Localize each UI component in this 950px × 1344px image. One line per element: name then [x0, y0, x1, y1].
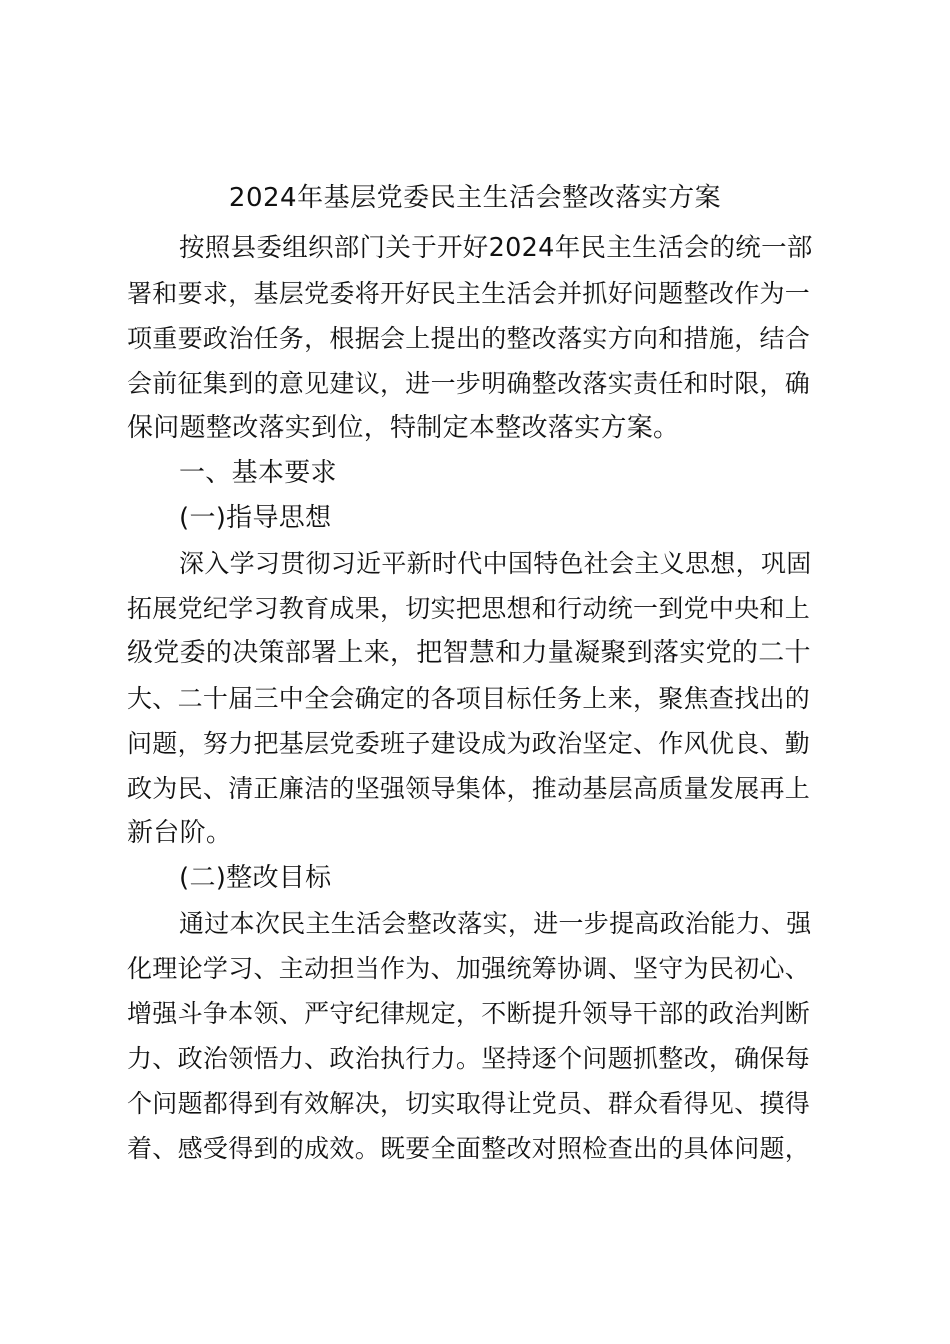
body-line: 问题，努力把基层党委班子建设成为政治坚定、作风优良、勤: [127, 729, 811, 758]
body-line: 化理论学习、主动担当作为、加强统筹协调、坚守为民初心、: [127, 954, 811, 983]
body-line: 新台阶。: [127, 818, 233, 848]
body-line: 通过本次民主生活会整改落实，进一步提高政治能力、强: [179, 909, 812, 938]
body-line: (一)指导思想: [179, 503, 332, 533]
body-line: (二)整改目标: [179, 863, 332, 893]
body-line: 署和要求，基层党委将开好民主生活会并抓好问题整改作为一: [127, 279, 811, 308]
body-line: 力、政治领悟力、政治执行力。坚持逐个问题抓整改，确保每: [127, 1044, 811, 1073]
body-line: 级党委的决策部署上来，把智慧和力量凝聚到落实党的二十: [127, 638, 811, 668]
body-line: 个问题都得到有效解决，切实取得让党员、群众看得见、摸得: [127, 1089, 811, 1118]
body-line: 项重要政治任务，根据会上提出的整改落实方向和措施，结合: [127, 324, 811, 353]
document-body: [127, 226, 819, 1171]
body-line: 深入学习贯彻习近平新时代中国特色社会主义思想，巩固: [179, 549, 812, 578]
body-line: 增强斗争本领、严守纪律规定，不断提升领导干部的政治判断: [127, 999, 811, 1028]
body-line: 会前征集到的意见建议，进一步明确整改落实责任和时限，确: [127, 369, 811, 398]
document-title: 2024年基层党委民主生活会整改落实方案: [228, 183, 722, 213]
body-line: 着、感受得到的成效。既要全面整改对照检查出的具体问题，: [127, 1134, 811, 1163]
body-line: 拓展党纪学习教育成果，切实把思想和行动统一到党中央和上: [127, 594, 811, 623]
body-line: 一、基本要求: [179, 458, 337, 488]
body-line: 保问题整改落实到位，特制定本整改落实方案。: [127, 413, 680, 443]
body-line: 大、二十届三中全会确定的各项目标任务上来，聚焦查找出的: [127, 684, 811, 713]
body-line: 政为民、清正廉洁的坚强领导集体，推动基层高质量发展再上: [127, 774, 811, 803]
body-line: 按照县委组织部门关于开好2024年民主生活会的统一部: [179, 233, 813, 263]
